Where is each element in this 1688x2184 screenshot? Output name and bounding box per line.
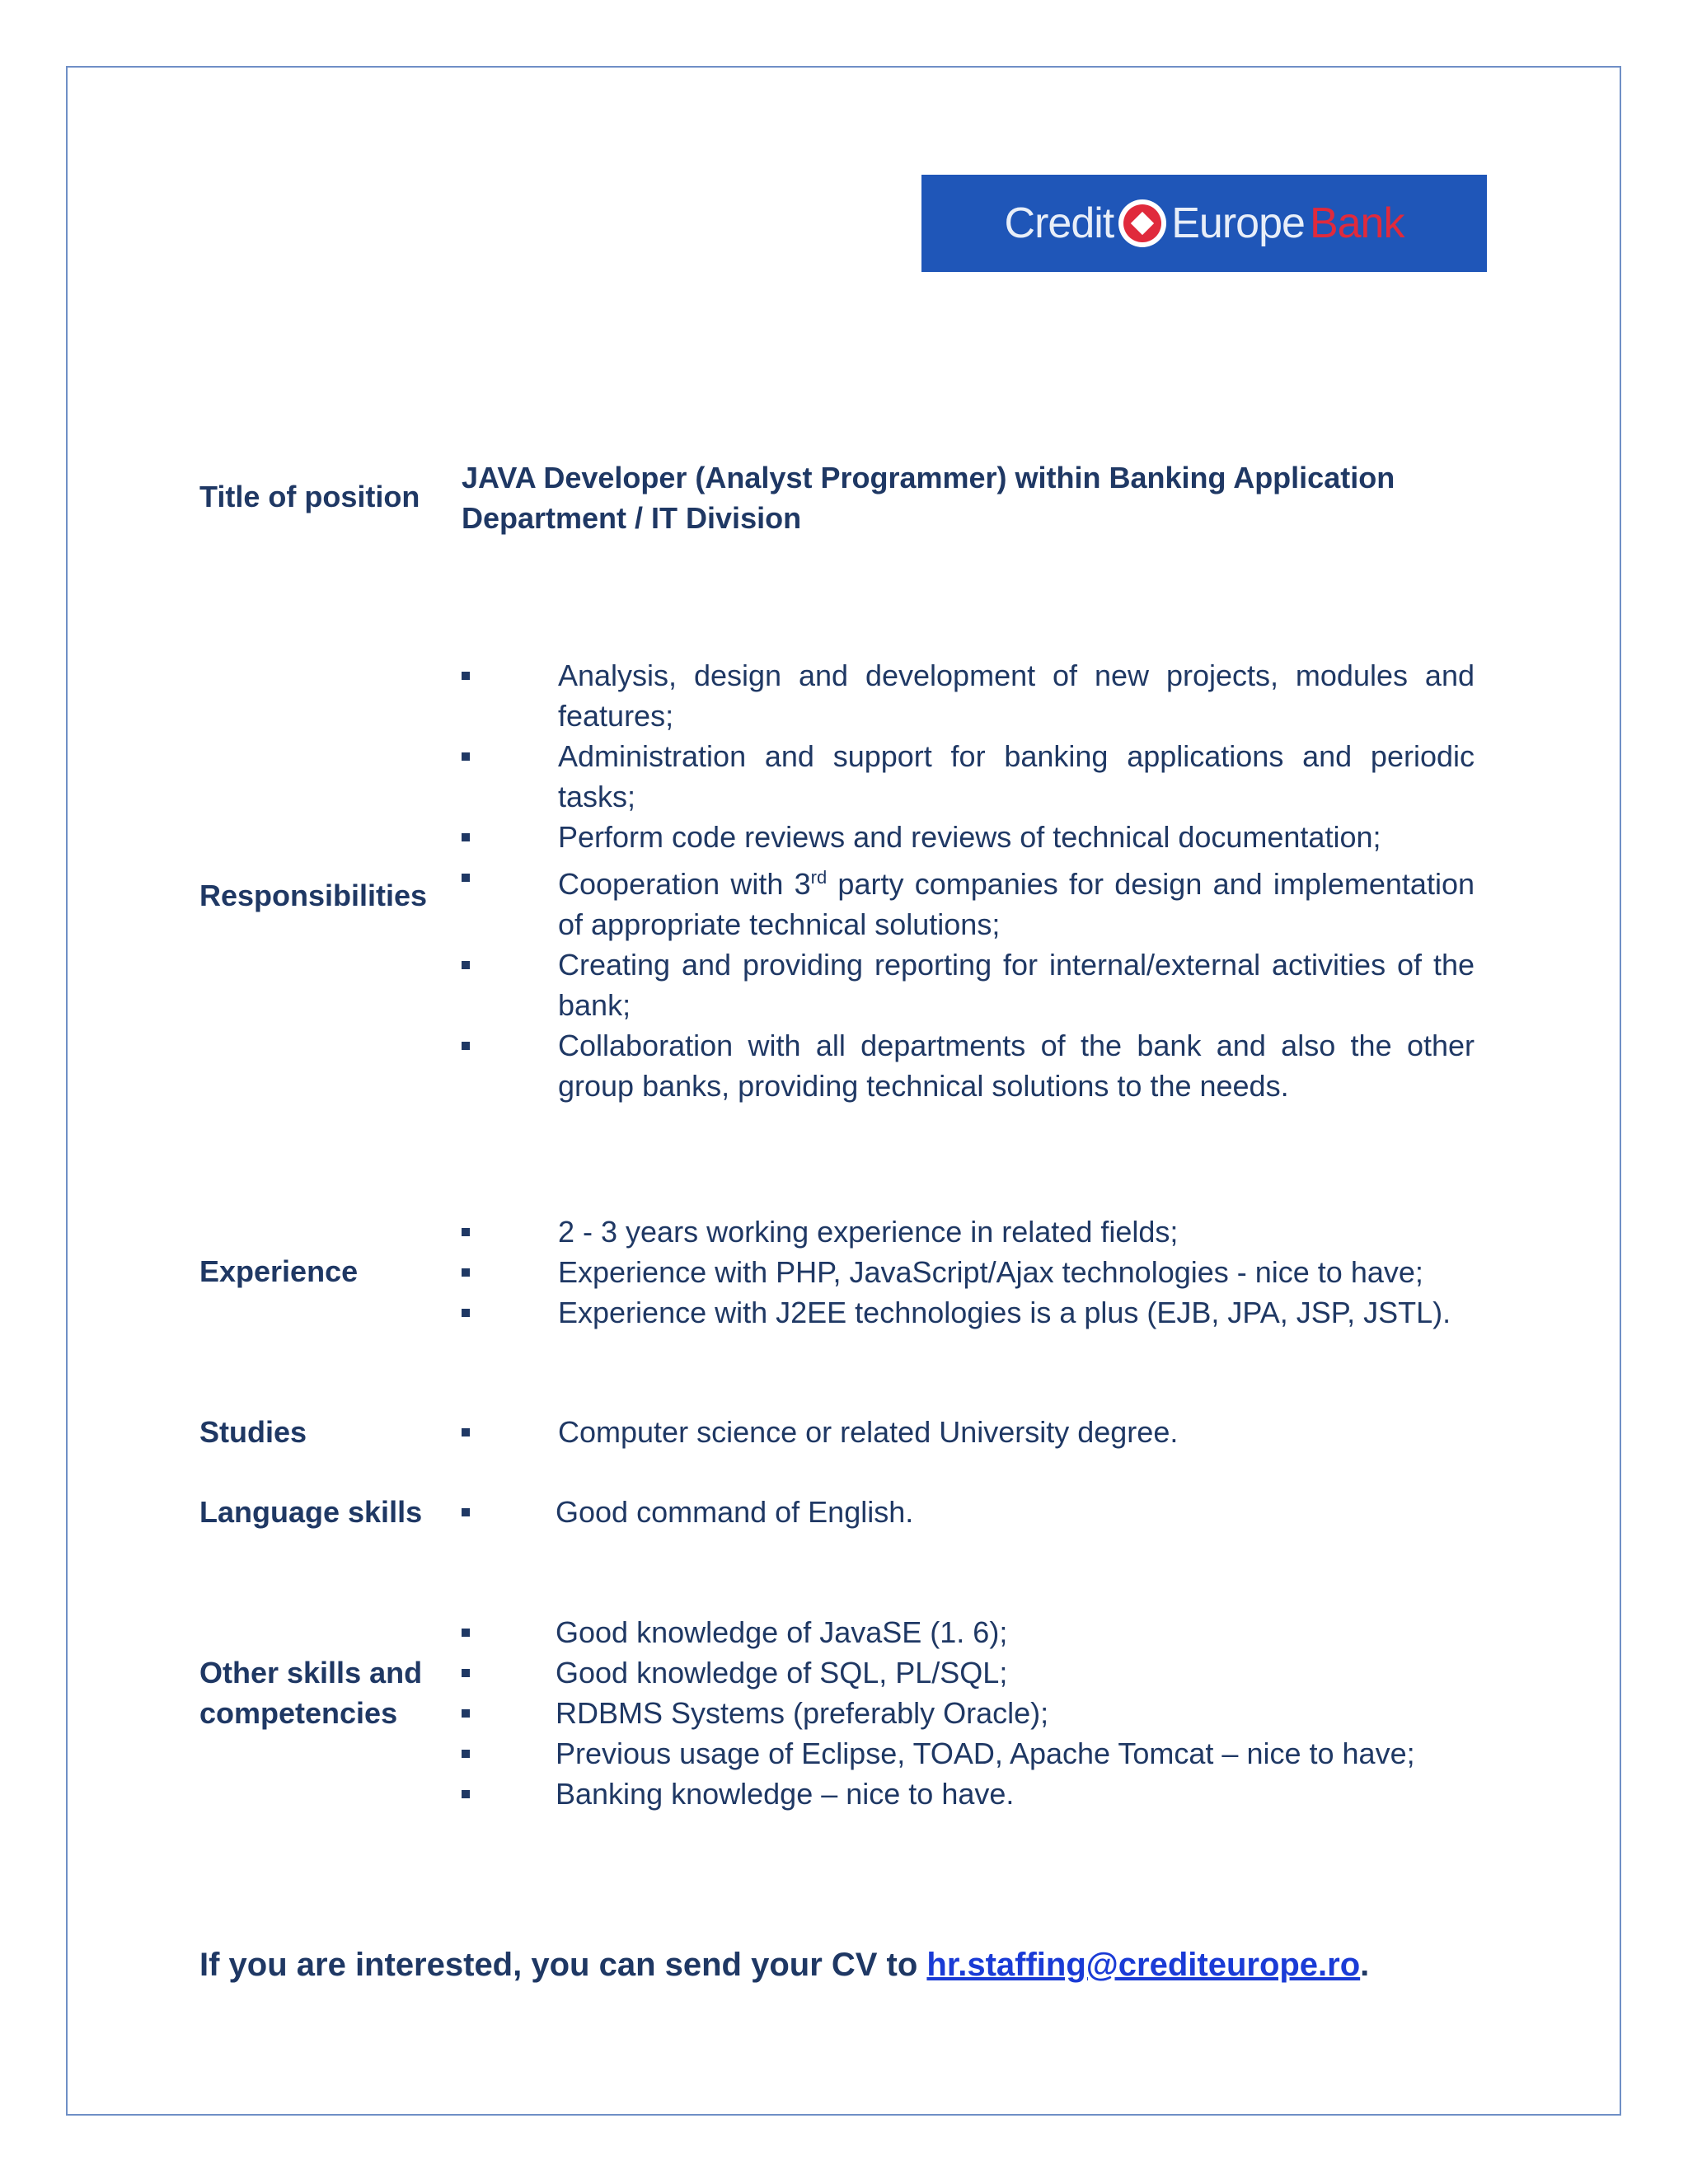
- apply-instructions: [199, 1943, 1369, 1986]
- list-item: Creating and providing reporting for internal/external activities of the bank;: [459, 944, 1475, 1025]
- logo-emblem-icon: [1118, 199, 1166, 247]
- list-item: Collaboration with all departments of the bank and also the other group banks, providing technical solutions to the needs.: [459, 1025, 1475, 1106]
- list-item: Good knowledge of JavaSE (1. 6);: [459, 1612, 1531, 1652]
- logo-word-bank: Bank: [1309, 199, 1404, 247]
- studies-list: [459, 1412, 1475, 1452]
- position-title: JAVA Developer (Analyst Programmer) within Banking Application Department / IT Division: [462, 461, 1395, 535]
- cooperation-text-rest: party companies for design and implementation of appropriate technical solutions;: [558, 867, 1475, 941]
- other-skills-label-line2: competencies: [199, 1696, 398, 1730]
- list-item: Banking knowledge – nice to have.: [459, 1774, 1531, 1814]
- language-skills-list: [459, 1492, 1475, 1532]
- list-item: Analysis, design and development of new projects, modules and features;: [459, 655, 1475, 736]
- list-item: Computer science or related University degree.: [459, 1412, 1475, 1452]
- other-skills-label: [199, 1652, 422, 1733]
- language-skills-label: Language skills: [199, 1495, 423, 1529]
- other-skills-list: [459, 1612, 1531, 1814]
- apply-text: If you are interested, you can send your CV to: [199, 1947, 927, 1983]
- ordinal-suffix: rd: [810, 867, 828, 888]
- experience-list: [459, 1212, 1475, 1333]
- list-item: Experience with J2EE technologies is a plus (EJB, JPA, JSP, JSTL).: [459, 1292, 1475, 1333]
- cooperation-text: Cooperation with 3: [558, 867, 811, 901]
- responsibilities-label: Responsibilities: [199, 879, 428, 912]
- list-item: [459, 857, 1475, 944]
- list-item: Good knowledge of SQL, PL/SQL;: [459, 1652, 1531, 1693]
- title-label: Title of position: [199, 480, 420, 513]
- email-link[interactable]: hr.staffing@crediteurope.ro: [926, 1947, 1361, 1983]
- credit-europe-bank-logo: [921, 175, 1487, 272]
- logo-word-credit: Credit: [1004, 199, 1114, 247]
- other-skills-label-line1: Other skills and: [199, 1656, 423, 1690]
- list-item: Experience with PHP, JavaScript/Ajax technologies - nice to have;: [459, 1252, 1475, 1292]
- list-item: Good command of English.: [459, 1492, 1475, 1532]
- logo-word-europe: Europe: [1171, 199, 1305, 247]
- list-item: Previous usage of Eclipse, TOAD, Apache Tomcat – nice to have;: [459, 1733, 1531, 1774]
- studies-label: Studies: [199, 1415, 307, 1449]
- list-item: Perform code reviews and reviews of technical documentation;: [459, 817, 1475, 857]
- list-item: RDBMS Systems (preferably Oracle);: [459, 1693, 1531, 1733]
- apply-period: .: [1360, 1947, 1370, 1983]
- experience-label: Experience: [199, 1254, 359, 1288]
- list-item: Administration and support for banking applications and periodic tasks;: [459, 736, 1475, 817]
- list-item: 2 - 3 years working experience in related fields;: [459, 1212, 1475, 1252]
- responsibilities-list: [459, 655, 1475, 1106]
